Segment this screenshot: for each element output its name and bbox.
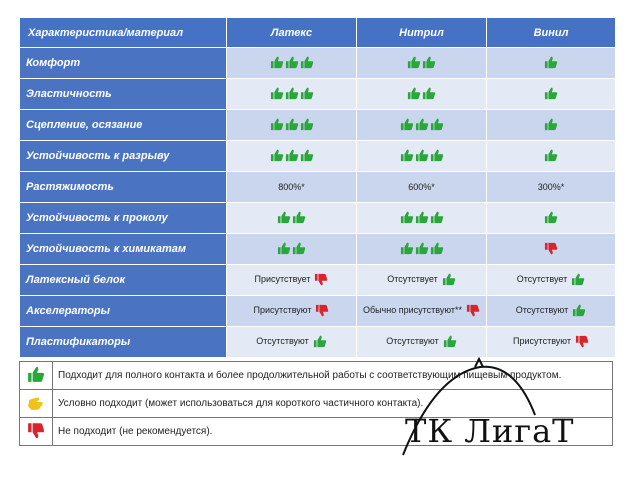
table-cell [227,79,357,110]
table-row [20,327,616,358]
table-cell [357,172,487,203]
thumb-down-icon [315,304,329,319]
thumb-up-icon [292,211,306,226]
table-cell [357,48,487,79]
table-cell [487,79,616,110]
table-cell [357,234,487,265]
cell-value: Присутствует [254,274,311,285]
table-row [20,234,616,265]
thumb-up-icon [400,242,414,257]
thumb-up-icon [415,149,429,164]
thumb-up-icon [270,118,284,133]
thumb-up-icon [277,242,291,257]
row-label: Эластичность [20,79,227,110]
thumb-up-icon [270,149,284,164]
thumb-up-icon [300,149,314,164]
legend-icon-cell [20,418,53,446]
cell-value: 300%* [537,182,565,192]
thumb-up-icon [300,87,314,102]
thumb-up-icon [270,87,284,102]
thumb-up-icon [285,56,299,71]
table-cell [357,296,487,327]
table-row [20,203,616,234]
materials-comparison-table [19,17,616,358]
table-cell [487,141,616,172]
row-label: Латексный белок [20,265,227,296]
table-cell [227,110,357,141]
thumb-down-icon [314,273,328,288]
thumb-down-red-icon [27,431,45,442]
table-row [20,48,616,79]
watermark-text: ТК ЛигаТ [405,412,575,450]
row-label: Пластификаторы [20,327,227,358]
table-cell [227,234,357,265]
header-latex: Латекс [227,18,357,48]
thumb-up-icon [544,118,558,133]
legend-icon-cell [20,362,53,390]
table-header-row [20,18,616,48]
table-row [20,296,616,327]
header-corner: Характеристика/материал [20,18,227,48]
table-cell [487,48,616,79]
thumb-up-icon [285,118,299,133]
cell-value: Отсутствуют [256,336,309,347]
thumb-down-icon [466,304,480,319]
thumb-up-icon [400,211,414,226]
thumb-up-icon [407,56,421,71]
table-cell [227,296,357,327]
table-row [20,110,616,141]
table-cell [357,327,487,358]
thumb-up-icon [422,87,436,102]
table-cell [357,110,487,141]
row-label: Устойчивость к проколу [20,203,227,234]
thumb-down-icon [575,335,589,350]
thumb-up-icon [571,273,585,288]
thumb-up-icon [544,211,558,226]
legend-text: Не подходит (не рекомендуется). [53,418,613,446]
row-label: Устойчивость к химикатам [20,234,227,265]
legend-text: Условно подходит (может использоваться для короткого частичного контакта). [53,390,613,418]
table-cell [227,327,357,358]
row-label: Устойчивость к разрыву [20,141,227,172]
table-row [20,172,616,203]
table-cell [487,296,616,327]
cell-value: Обычно присутствуют** [362,305,463,316]
cell-value: Отсутствуют [515,305,569,316]
thumb-up-green-icon [27,375,45,386]
thumb-up-icon [544,149,558,164]
thumb-up-icon [415,211,429,226]
table-cell [487,234,616,265]
cell-value: Присутствуют [253,305,312,316]
cell-value: Присутствуют [513,336,571,347]
table-cell [487,110,616,141]
cell-value: 800%* [278,182,305,192]
thumb-up-icon [430,211,444,226]
thumb-up-icon [430,242,444,257]
cell-value: 600%* [408,182,435,192]
table-cell [227,48,357,79]
table-row [20,79,616,110]
thumb-up-icon [443,335,457,350]
thumb-up-icon [415,118,429,133]
table-cell [487,327,616,358]
thumb-up-icon [313,335,327,350]
thumb-side-yellow-icon [27,403,45,414]
row-label: Растяжимость [20,172,227,203]
thumb-up-icon [442,273,456,288]
table-cell [357,265,487,296]
row-label: Акселераторы [20,296,227,327]
table-row [20,141,616,172]
thumb-up-icon [400,149,414,164]
legend-text: Подходит для полного контакта и более продолжительной работы с соответствующим пищевым продуктом. [53,362,613,390]
table-cell [487,172,616,203]
table-cell [357,203,487,234]
thumb-up-icon [430,149,444,164]
table-row [20,265,616,296]
table-cell [227,203,357,234]
table-cell [357,141,487,172]
header-nitrile: Нитрил [357,18,487,48]
table-cell [227,141,357,172]
table-cell [357,79,487,110]
cell-value: Отсутствует [387,274,438,285]
row-label: Комфорт [20,48,227,79]
thumb-up-icon [300,118,314,133]
legend-icon-cell [20,390,53,418]
thumb-up-icon [400,118,414,133]
thumb-up-icon [277,211,291,226]
thumb-up-icon [285,149,299,164]
thumb-up-icon [407,87,421,102]
thumb-up-icon [430,118,444,133]
table-cell [487,203,616,234]
thumb-up-icon [415,242,429,257]
header-vinyl: Винил [487,18,616,48]
thumb-up-icon [572,304,586,319]
row-label: Сцепление, осязание [20,110,227,141]
table-cell [227,265,357,296]
table-cell [227,172,357,203]
cell-value: Отсутствует [516,274,568,285]
thumb-up-icon [300,56,314,71]
cell-value: Отсутствуют [386,336,439,347]
thumb-up-icon [285,87,299,102]
table-cell [487,265,616,296]
thumb-up-icon [544,87,558,102]
thumb-up-icon [544,56,558,71]
thumb-up-icon [292,242,306,257]
thumb-up-icon [270,56,284,71]
thumb-down-icon [544,242,558,257]
thumb-up-icon [422,56,436,71]
